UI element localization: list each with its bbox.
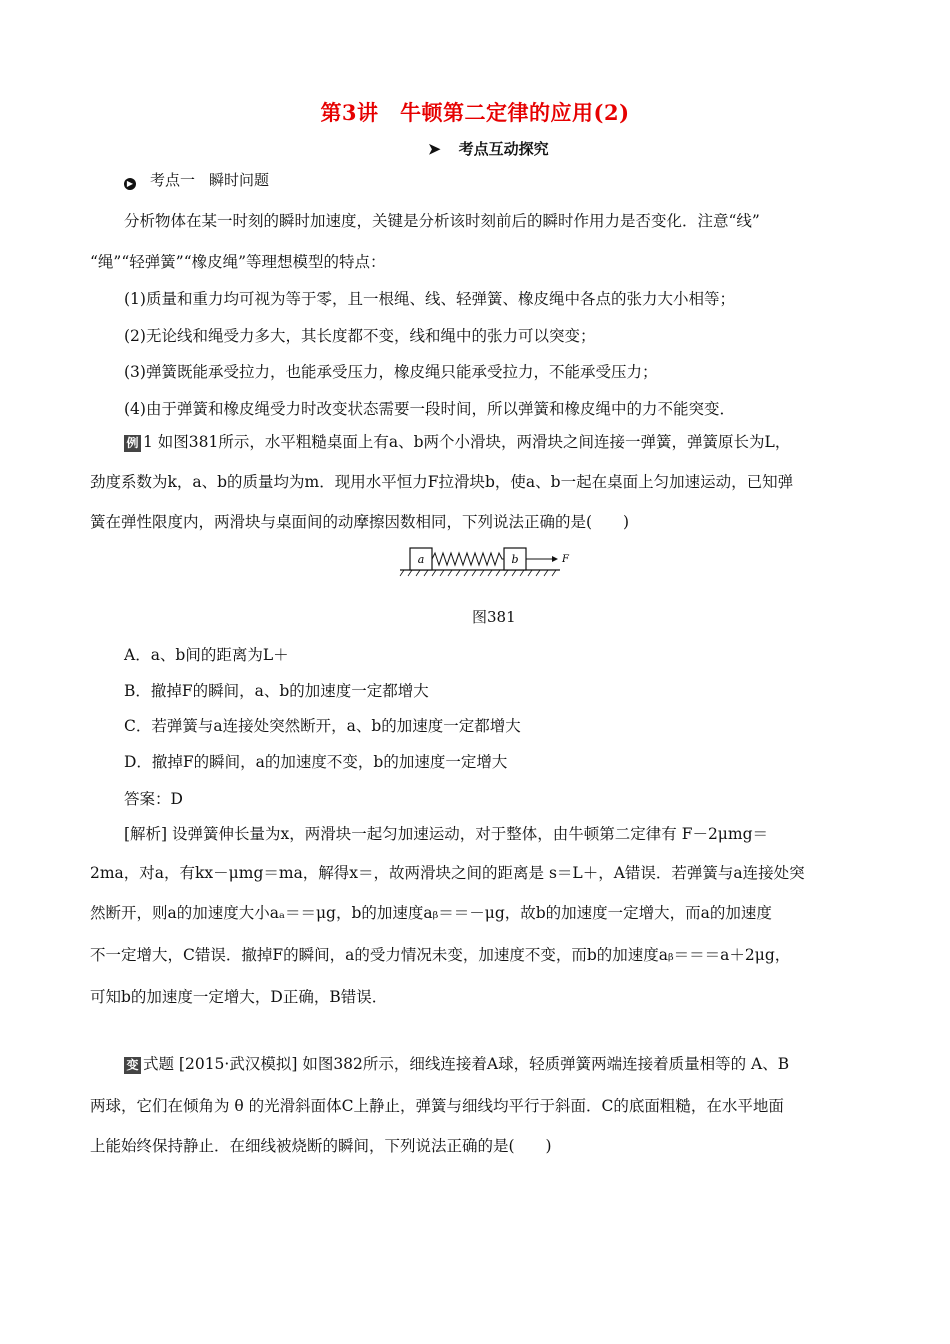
spring <box>432 553 504 565</box>
block-b-label: b <box>511 553 519 566</box>
block-a-label: a <box>417 553 425 566</box>
figure-caption: 图381 <box>472 608 516 626</box>
variant-text-1: 式题 [2015·武汉模拟] 如图382所示，细线连接着A球，轻质弹簧两端连接着质量相等的 A、B <box>143 1055 790 1073</box>
section-subtitle <box>428 138 549 159</box>
option-d: D．撤掉F的瞬间，a的加速度不变，b的加速度一定增大 <box>124 753 508 771</box>
analysis-line-5: 可知b的加速度一定增大，D正确，B错误． <box>90 988 388 1006</box>
section-name: 瞬时问题 <box>209 171 270 189</box>
section-heading <box>124 169 269 190</box>
example-line-1 <box>124 430 790 452</box>
section-label: 考点一 <box>150 171 196 189</box>
point-1: (1)质量和重力均可视为等于零，且一根绳、线、轻弹簧、橡皮绳中各点的张力大小相等； <box>124 290 735 308</box>
example-line-3: 簧在弹性限度内，两滑块与桌面间的动摩擦因数相同，下列说法正确的是( ) <box>90 513 630 531</box>
answer: 答案：D <box>124 790 183 808</box>
example-text-1: 1 如图381所示，水平粗糙桌面上有a、b两个小滑块，两滑块之间连接一弹簧，弹簧原长为L， <box>143 433 791 451</box>
variant-icon: 变 <box>124 1057 141 1074</box>
example-line-2: 劲度系数为k，a、b的质量均为m．现用水平恒力F拉滑块b，使a、b一起在桌面上匀加速运动，已知弹 <box>90 473 794 491</box>
force-label: F <box>562 554 569 565</box>
spring-blocks-figure <box>400 540 569 578</box>
option-a: A．a、b间的距离为L＋ <box>124 646 289 664</box>
arrow-right-icon: ➤ <box>428 140 441 158</box>
analysis-line-3: 然断开，则a的加速度大小aₐ＝＝μg，b的加速度aᵦ＝＝－μg，故b的加速度一定增大，而a的加速度 <box>90 904 772 922</box>
variant-line-2: 两球，它们在倾角为 θ 的光滑斜面体C上静止，弹簧与细线均平行于斜面．C的底面粗糙，在水平地面 <box>90 1097 784 1115</box>
option-c: C．若弹簧与a连接处突然断开，a、b的加速度一定都增大 <box>124 717 521 735</box>
example-icon: 例 <box>124 435 141 452</box>
intro-line-1: 分析物体在某一时刻的瞬时加速度，关键是分析该时刻前后的瞬时作用力是否变化．注意“线” <box>124 212 760 230</box>
point-2: (2)无论线和绳受力多大，其长度都不变，线和绳中的张力可以突变； <box>124 327 596 345</box>
variant-line-1 <box>124 1052 789 1074</box>
play-circle-icon: ▶ <box>124 178 136 190</box>
analysis-line-2: 2ma，对a，有kx－μmg＝ma，解得x＝，故两滑块之间的距离是 s＝L＋，A错误．若弹簧与a连接处突 <box>90 864 805 882</box>
analysis-line-1: [解析] 设弹簧伸长量为x，两滑块一起匀加速运动，对于整体，由牛顿第二定律有 F－2μmg＝ <box>124 825 769 843</box>
point-3: (3)弹簧既能承受拉力，也能承受压力，橡皮绳只能承受拉力，不能承受压力； <box>124 363 658 381</box>
arrow-head-icon <box>552 556 558 562</box>
subtitle-text: 考点互动探究 <box>458 140 549 158</box>
intro-line-2: “绳”“轻弹簧”“橡皮绳”等理想模型的特点： <box>90 253 386 271</box>
analysis-line-4: 不一定增大，C错误．撤掉F的瞬间，a的受力情况未变，加速度不变，而b的加速度aᵦ＝＝＝a＋2μg， <box>90 946 791 964</box>
variant-line-3: 上能始终保持静止．在细线被烧断的瞬间，下列说法正确的是( ) <box>90 1137 552 1155</box>
point-4: (4)由于弹簧和橡皮绳受力时改变状态需要一段时间，所以弹簧和橡皮绳中的力不能突变． <box>124 400 735 418</box>
option-b: B．撤掉F的瞬间，a、b的加速度一定都增大 <box>124 682 429 700</box>
lesson-title: 第3讲 牛顿第二定律的应用(2) <box>320 100 630 125</box>
